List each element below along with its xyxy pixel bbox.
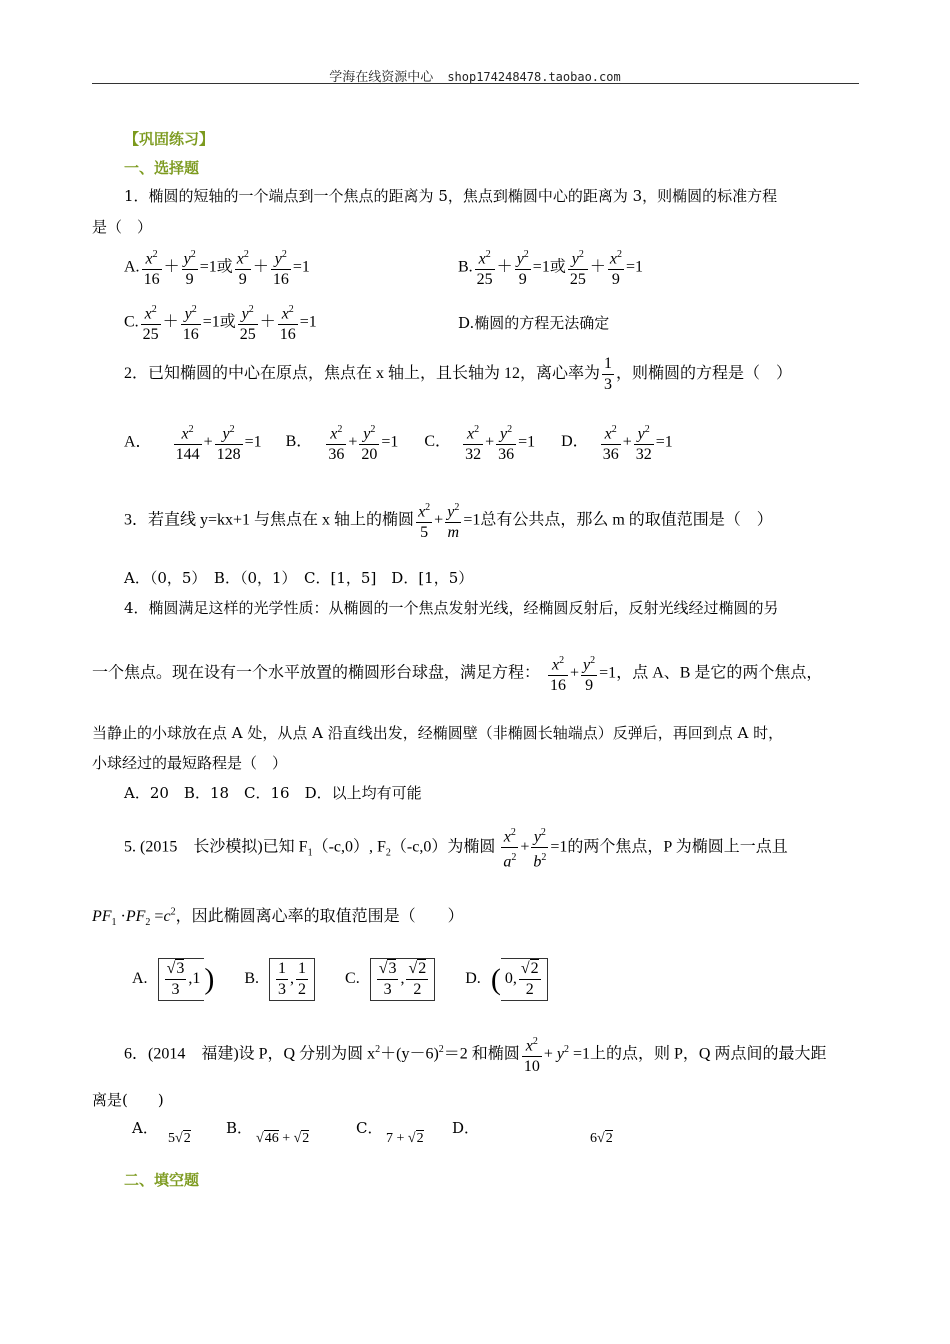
q2-d-label: D． [561, 433, 589, 451]
q4-line4: 小球经过的最短路程是（ ） [92, 754, 288, 772]
q6-c-value: 7 + √2 [386, 1131, 424, 1146]
q5-line2: $PF_1 \cdot PF_2 =c^2$，因此椭圆离心率的取值范围是（ ） [92, 906, 464, 929]
section-title-choice: 一、选择题 [124, 159, 200, 177]
header-rule [92, 83, 859, 84]
q6-c-label: C． [356, 1119, 383, 1137]
q3-stem: 3．若直线 y=kx+1 与焦点在 x 轴上的椭圆 $\frac{x^2}{5}$ + $\frac{y^2}{m}$ =1总有公共点，那么 m 的取值范围是（ ） [124, 498, 773, 543]
q1-stem: 1．椭圆的短轴的一个端点到一个焦点的距离为 5，焦点到椭圆中心的距离为 3，则椭圆的标准方程 [124, 187, 778, 205]
q1-stem-cont: 是（ ） [92, 218, 153, 236]
q6-b-value: √46 + √2 [256, 1131, 310, 1146]
q6-stem: 6．(2014 福建)设 P，Q 分别为圆 $x^2+(y-6)^2=2$ 和椭圆 $\frac{x^2}{10}$ + $y^2 =1$上的点，则 P，Q 两点间的最大距 [124, 1032, 826, 1077]
q5-d-label: D. [465, 970, 481, 988]
q3-options: A．（0，5） B．（0，1） C．[1，5] D．[1，5） [124, 569, 474, 587]
q2-c-label: C． [424, 433, 452, 451]
q6-d-label: D． [452, 1119, 480, 1137]
q4-line2: 一个焦点。现在设有一个水平放置的椭圆形台球盘，满足方程： $\frac{x^2}{16}$ + $\frac{y^2}{9}$ =1，点 A、B 是它的两个焦点， [92, 651, 822, 696]
q2-stem: 2．已知椭圆的中心在原点，焦点在 x 轴上，且长轴为 12，离心率为 $\frac{1}{3}$ ，则椭圆的方程是（ ） [124, 355, 793, 393]
q2-a-label: A． [124, 433, 152, 451]
q1-option-a: A. $\frac{x^2}{16}$ ＋ $\frac{y^2}{9}$ =1或 $\frac{x^2}{9}$ ＋ $\frac{y^2}{16}$ =1 [124, 245, 310, 290]
section-title-fill: 二、填空题 [124, 1171, 200, 1189]
q6-d-value: 6√2 [590, 1131, 613, 1146]
q4-options: A．20 B．18 C．16 D．以上均有可能 [124, 784, 422, 802]
q2-b-label: B． [285, 433, 313, 451]
q1-b-label: B. [458, 258, 473, 276]
q1-a-label: A. [124, 258, 140, 276]
q5-b-label: B. [244, 970, 260, 988]
q1-c-label: C. [124, 313, 139, 331]
q1-option-c: C. $\frac{x^2}{25}$ ＋ $\frac{y^2}{16}$ =1或 $\frac{y^2}{25}$ ＋ $\frac{x^2}{16}$ =1 [124, 300, 317, 345]
q1-option-b: B. $\frac{x^2}{25}$ ＋ $\frac{y^2}{9}$ =1或 $\frac{y^2}{25}$ ＋ $\frac{x^2}{9}$ =1 [458, 245, 643, 290]
q5-options: A. $\frac{√3}{3}$ ,1 ) B. $\frac{1}{3}$ , $\frac{1}{2}$ C. $\frac{√3}{3}$ , $\frac{√2}{2}$ D. ( 0, $\frac{√2}{2}$ [132, 958, 548, 1001]
q6-a-value: 5√2 [168, 1131, 191, 1146]
q5-a-label: A. [132, 970, 148, 988]
q4-line3: 当静止的小球放在点 A 处，从点 A 沿直线出发，经椭圆壁（非椭圆长轴端点）反弹后，再回到点 A 时， [92, 724, 784, 742]
q1-option-d: D.椭圆的方程无法确定 [458, 314, 610, 332]
q5-c-label: C. [345, 970, 360, 988]
q4-line1: 4．椭圆满足这样的光学性质：从椭圆的一个焦点发射光线，经椭圆反射后，反射光线经过椭圆的另 [124, 599, 779, 617]
q6-line2: 离是( ) [92, 1091, 164, 1109]
q6-a-label: A． [132, 1119, 158, 1137]
header-site: 学海在线资源中心 [329, 70, 434, 85]
q5-stem: 5. (2015 长沙模拟)已知 $F_1(-c,0)$, $F_2(-c,0)$为椭圆 $\frac{x^2}{a^2}$ + $\frac{y^2}{b^2}$ =1的两个焦点，P 为椭圆上一点且 [124, 823, 788, 873]
q6-b-label: B． [226, 1119, 253, 1137]
section-badge: 【巩固练习】 [124, 130, 215, 148]
q2-options: A． $\frac{x^2}{144}$ + $\frac{y^2}{128}$ =1 B． $\frac{x^2}{36}$ + $\frac{y^2}{20}$ =1 C． $\frac{x^2}{32}$ + $\frac{y^2}{36}$ =1 D． $\frac{x^2}{36}$ + $\frac{y^2}{32}$ =1 [124, 420, 673, 465]
header-url: shop174248478.taobao.com [447, 70, 621, 84]
